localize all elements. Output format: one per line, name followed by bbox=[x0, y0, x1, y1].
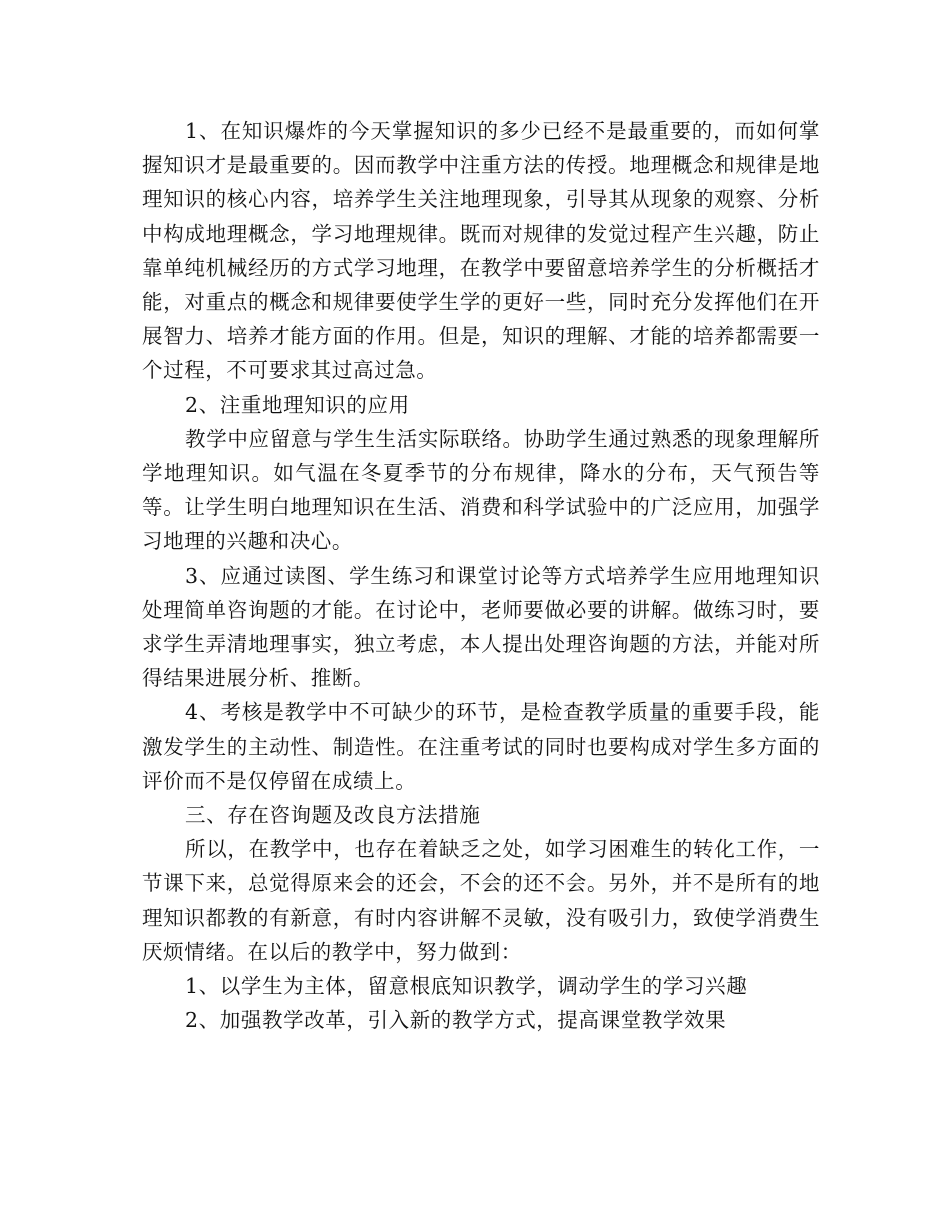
paragraph-knowledge-methods: 1、在知识爆炸的今天掌握知识的多少已经不是最重要的，而如何掌握知识才是最重要的。因而教学中注重方法的传授。地理概念和规律是地理知识的核心内容，培养学生关注地理现象，引导其从现象的观察、分析中构成地理概念，学习地理规律。既而对规律的发觉过程产生兴趣，防止靠单纯机械经历的方式学习地理，在教学中要留意培养学生的分析概括才能，对重点的概念和规律要使学生学的更好一些，同时充分发挥他们在开展智力、培养才能方面的作用。但是，知识的理解、才能的培养都需要一个过程，不可要求其过高过急。 bbox=[142, 119, 820, 383]
heading-application: 2、注重地理知识的应用 bbox=[185, 392, 410, 417]
document-body bbox=[142, 114, 820, 1037]
paragraph-map-reading: 3、应通过读图、学生练习和课堂讨论等方式培养学生应用地理知识处理简单咨询题的才能。在讨论中，老师要做必要的讲解。做练习时，要求学生弄清地理事实，独立考虑，本人提出处理咨询题的方法，并能对所得结果进展分析、推断。 bbox=[142, 563, 820, 691]
paragraph-application: 教学中应留意与学生生活实际联络。协助学生通过熟悉的现象理解所学地理知识。如气温在冬夏季节的分布规律，降水的分布，天气预告等等。让学生明白地理知识在生活、消费和科学试验中的广泛应用，加强学习地理的兴趣和决心。 bbox=[142, 426, 820, 554]
paragraph-shortcomings: 所以，在教学中，也存在着缺乏之处，如学习困难生的转化工作，一节课下来，总觉得原来会的还会，不会的还不会。另外，并不是所有的地理知识都教的有新意，有时内容讲解不灵敏，没有吸引力，致使学消费生厌烦情绪。在以后的教学中，努力做到： bbox=[142, 837, 820, 964]
section-heading-problems: 三、存在咨询题及改良方法措施 bbox=[185, 803, 481, 828]
list-item-student-centered: 1、以学生为主体，留意根底知识教学，调动学生的学习兴趣 bbox=[185, 974, 748, 999]
paragraph-assessment: 4、考核是教学中不可缺少的环节，是检查教学质量的重要手段，能激发学生的主动性、制造性。在注重考试的同时也要构成对学生多方面的评价而不是仅停留在成绩上。 bbox=[142, 700, 820, 793]
list-item-teaching-reform: 2、加强教学改革，引入新的教学方式，提高课堂教学效果 bbox=[185, 1008, 727, 1033]
